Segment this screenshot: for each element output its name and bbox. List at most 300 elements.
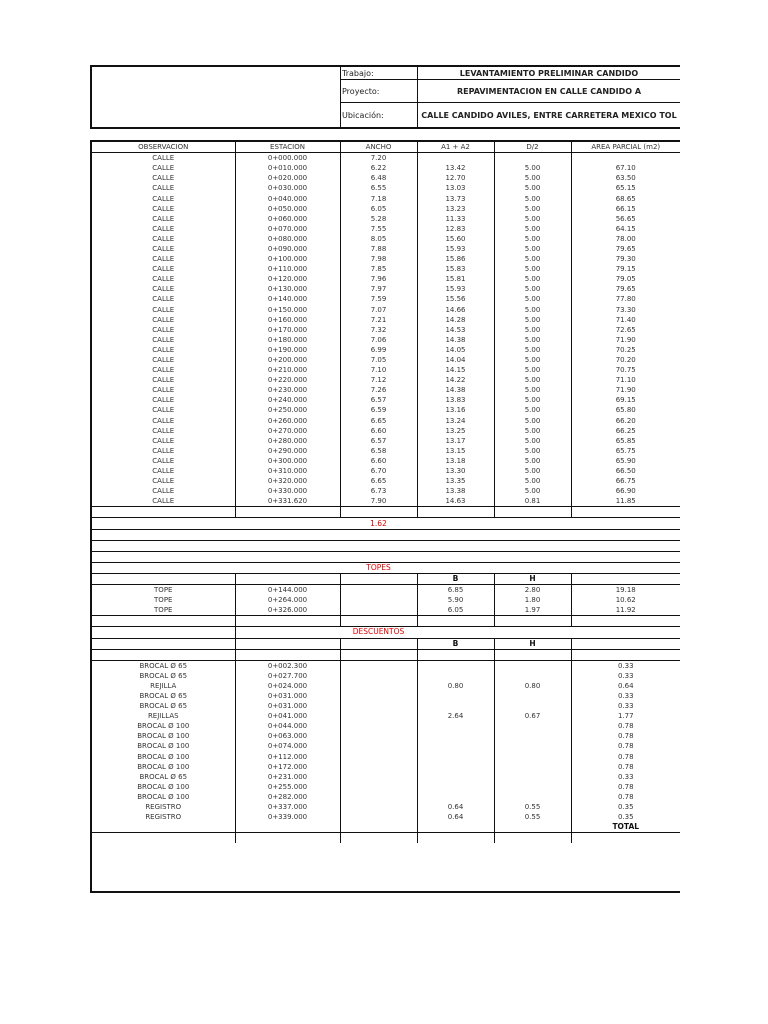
topes-title: TOPES: [340, 562, 417, 573]
cell-observacion: CALLE: [152, 446, 175, 455]
cell-estacion: 0+240.000: [235, 395, 340, 405]
cell-ancho: 7.96: [340, 274, 417, 284]
cell-ancho: [340, 792, 417, 802]
table-row: [92, 476, 680, 486]
cell-area: 0.33: [571, 701, 680, 711]
cell-observacion: BROCAL Ø 100: [137, 732, 190, 741]
cell-ancho: 6.70: [340, 466, 417, 476]
cell-d2: 5.00: [494, 365, 571, 375]
cell-observacion: CALLE: [152, 315, 175, 324]
cell-estacion: 0+231.000: [235, 772, 340, 782]
cell-a1a2: [417, 551, 494, 562]
cell-a1a2: 14.38: [417, 335, 494, 345]
cell-estacion: 0+160.000: [235, 315, 340, 325]
table-row: [92, 792, 680, 802]
cell-observacion: [92, 627, 235, 638]
cell-observacion: CALLE: [152, 224, 175, 233]
cell-area: [571, 627, 680, 638]
cell-ancho: 6.65: [340, 476, 417, 486]
cell-observacion: CALLE: [152, 406, 175, 415]
cell-a1a2: 15.56: [417, 294, 494, 304]
cell-observacion: REJILLAS: [147, 712, 179, 721]
table-row: [92, 305, 680, 315]
cell-a1a2: 14.28: [417, 315, 494, 325]
cell-ancho: 7.90: [340, 496, 417, 507]
cell-observacion: CALLE: [152, 234, 175, 243]
cell-area: [571, 638, 680, 649]
cell-a1a2: 0.64: [417, 812, 494, 822]
cell-observacion: CALLE: [152, 416, 175, 425]
table-row: [92, 741, 680, 751]
cell-observacion: [92, 649, 235, 660]
cell-estacion: [235, 616, 340, 627]
table-row: [92, 691, 680, 701]
cell-observacion: BROCAL Ø 65: [139, 702, 188, 711]
cell-a1a2: [417, 822, 494, 833]
table-row: [92, 204, 680, 214]
cell-d2: 5.00: [494, 385, 571, 395]
cell-ancho: 6.48: [340, 173, 417, 183]
table-row: [92, 701, 680, 711]
survey-grid: [92, 142, 680, 843]
cell-ancho: 7.05: [340, 355, 417, 365]
cell-ancho: 6.65: [340, 416, 417, 426]
blank-row: [92, 616, 680, 627]
cell-d2: [494, 833, 571, 844]
cell-d2: [494, 762, 571, 772]
cell-area: 63.50: [571, 173, 680, 183]
table-row: [92, 456, 680, 466]
cell-a1a2: 15.93: [417, 284, 494, 294]
topes-col-h: H: [494, 573, 571, 584]
cell-d2: [494, 616, 571, 627]
cell-observacion: CALLE: [92, 496, 235, 507]
cell-area: [571, 649, 680, 660]
cell-area: 67.10: [571, 163, 680, 173]
table-row: [92, 762, 680, 772]
cell-a1a2: [417, 529, 494, 540]
cell-observacion: CALLE: [152, 214, 175, 223]
cell-area: 0.64: [571, 681, 680, 691]
cell-a1a2: 6.05: [417, 605, 494, 616]
cell-area: [571, 833, 680, 844]
cell-estacion: 0+282.000: [235, 792, 340, 802]
proyecto-value: REPAVIMENTACION EN CALLE CANDIDO A: [456, 87, 642, 96]
cell-estacion: 0+031.000: [235, 701, 340, 711]
table-row: [92, 711, 680, 721]
logo-cell: [92, 67, 341, 127]
cell-estacion: 0+330.000: [235, 486, 340, 496]
table-row: [92, 274, 680, 284]
cell-observacion: CALLE: [152, 386, 175, 395]
ubicacion-label: Ubicación:: [342, 111, 384, 120]
header-area: AREA PARCIAL (m2): [571, 142, 680, 153]
cell-d2: 5.00: [494, 395, 571, 405]
table-row: [92, 335, 680, 345]
cell-d2: [494, 660, 571, 671]
cell-area: [571, 529, 680, 540]
cell-observacion: CALLE: [152, 477, 175, 486]
table-row: [92, 365, 680, 375]
cell-area: 66.90: [571, 486, 680, 496]
cell-a1a2: [417, 741, 494, 751]
cell-observacion: BROCAL Ø 100: [137, 762, 190, 771]
cell-estacion: 0+264.000: [235, 595, 340, 605]
cell-a1a2: 14.38: [417, 385, 494, 395]
cell-d2: 5.00: [494, 305, 571, 315]
cell-d2: 5.00: [494, 244, 571, 254]
cell-estacion: [235, 833, 340, 844]
cell-ancho: 7.07: [340, 305, 417, 315]
blank-row: [92, 649, 680, 660]
cell-estacion: 0+074.000: [235, 741, 340, 751]
cell-estacion: 0+144.000: [235, 585, 340, 596]
cell-estacion: [235, 638, 340, 649]
cell-d2: 5.00: [494, 416, 571, 426]
cell-estacion: 0+331.620: [235, 496, 340, 507]
cell-observacion: [92, 616, 235, 627]
cell-estacion: 0+040.000: [235, 193, 340, 203]
table-row: [92, 782, 680, 792]
cell-observacion: TOPE: [154, 596, 173, 605]
header-estacion: ESTACION: [235, 142, 340, 153]
cell-estacion: 0+110.000: [235, 264, 340, 274]
cell-observacion: CALLE: [152, 194, 175, 203]
cell-ancho: 6.60: [340, 456, 417, 466]
table-row: [92, 486, 680, 496]
cell-ancho: 7.18: [340, 193, 417, 203]
cell-observacion: BROCAL Ø 65: [139, 671, 188, 680]
cell-area: 64.15: [571, 224, 680, 234]
cell-estacion: 0+080.000: [235, 234, 340, 244]
cell-estacion: 0+070.000: [235, 224, 340, 234]
cell-area: 0.78: [571, 782, 680, 792]
cell-d2: [494, 649, 571, 660]
table-row: [92, 585, 680, 596]
cell-estacion: 0+027.700: [235, 671, 340, 681]
cell-d2: 5.00: [494, 294, 571, 304]
cell-area: 0.78: [571, 721, 680, 731]
cell-d2: 5.00: [494, 466, 571, 476]
cell-a1a2: [417, 660, 494, 671]
cell-ancho: 6.05: [340, 204, 417, 214]
cell-estacion: [235, 573, 340, 584]
cell-a1a2: [417, 562, 494, 573]
ubicacion-value: CALLE CANDIDO AVILES, ENTRE CARRETERA MEXICO TOL: [421, 111, 677, 120]
cell-d2: 5.00: [494, 264, 571, 274]
header-ancho: ANCHO: [340, 142, 417, 153]
cell-observacion: [92, 822, 235, 833]
cell-observacion: BROCAL Ø 65: [139, 772, 188, 781]
cell-d2: 0.55: [494, 812, 571, 822]
cell-ancho: 7.26: [340, 385, 417, 395]
cell-a1a2: 15.93: [417, 244, 494, 254]
cell-estacion: [235, 551, 340, 562]
cell-d2: 5.00: [494, 204, 571, 214]
cell-estacion: [235, 518, 340, 529]
cell-d2: [494, 772, 571, 782]
header-a1a2: A1 + A2: [417, 142, 494, 153]
cell-observacion: TOPE: [92, 605, 235, 616]
cell-a1a2: [417, 721, 494, 731]
cell-observacion: BROCAL Ø 100: [137, 792, 190, 801]
table-row: [92, 595, 680, 605]
cell-a1a2: 14.15: [417, 365, 494, 375]
header-observacion: OBSERVACION: [92, 142, 235, 153]
cell-ancho: [340, 605, 417, 616]
cell-estacion: 0+112.000: [235, 752, 340, 762]
cell-estacion: 0+200.000: [235, 355, 340, 365]
cell-observacion: [92, 507, 235, 518]
cell-observacion: REGISTRO: [145, 803, 182, 812]
cell-ancho: [340, 772, 417, 782]
cell-estacion: 0+031.000: [235, 691, 340, 701]
cell-area: 65.15: [571, 183, 680, 193]
cell-area: 0.33: [571, 660, 680, 671]
trabajo-value: LEVANTAMIENTO PRELIMINAR CANDIDO: [459, 69, 639, 78]
cell-ancho: [340, 671, 417, 681]
cell-ancho: 7.21: [340, 315, 417, 325]
cell-ancho: [340, 782, 417, 792]
cell-area: 71.40: [571, 315, 680, 325]
cell-area: 19.18: [571, 585, 680, 596]
cell-estacion: 0+010.000: [235, 163, 340, 173]
cell-d2: 0.80: [494, 681, 571, 691]
cell-observacion: CALLE: [152, 265, 175, 274]
cell-observacion: REJILLA: [150, 681, 177, 690]
cell-estacion: [235, 627, 340, 638]
cell-area: [571, 518, 680, 529]
cell-area: 0.78: [571, 741, 680, 751]
cell-a1a2: [417, 540, 494, 551]
cell-observacion: [92, 540, 235, 551]
cell-a1a2: 13.25: [417, 426, 494, 436]
cell-a1a2: 2.64: [417, 711, 494, 721]
table-row: [92, 244, 680, 254]
cell-area: 71.90: [571, 335, 680, 345]
cell-observacion: BROCAL Ø 100: [137, 722, 190, 731]
cell-area: 66.75: [571, 476, 680, 486]
table-row: [92, 395, 680, 405]
cell-a1a2: [417, 782, 494, 792]
table-row: [92, 345, 680, 355]
table-row: [92, 772, 680, 782]
cell-d2: 5.00: [494, 426, 571, 436]
cell-ancho: [340, 585, 417, 596]
cell-area: [571, 573, 680, 584]
cell-ancho: [340, 802, 417, 812]
table-row: [92, 466, 680, 476]
table-row: [92, 496, 680, 507]
cell-area: 70.75: [571, 365, 680, 375]
cell-observacion: CALLE: [152, 396, 175, 405]
cell-a1a2: 15.60: [417, 234, 494, 244]
cell-ancho: 5.28: [340, 214, 417, 224]
cell-area: 72.65: [571, 325, 680, 335]
cell-ancho: [340, 681, 417, 691]
cell-a1a2: [417, 691, 494, 701]
cell-a1a2: 14.63: [417, 496, 494, 507]
cell-area: 71.90: [571, 385, 680, 395]
cell-ancho: [340, 752, 417, 762]
cell-d2: 5.00: [494, 254, 571, 264]
cell-a1a2: 0.80: [417, 681, 494, 691]
cell-estacion: 0+310.000: [235, 466, 340, 476]
cell-a1a2: 15.83: [417, 264, 494, 274]
cell-observacion: CALLE: [152, 204, 175, 213]
cell-d2: 5.00: [494, 436, 571, 446]
cell-estacion: 0+280.000: [235, 436, 340, 446]
cell-estacion: 0+230.000: [235, 385, 340, 395]
cell-ancho: 6.22: [340, 163, 417, 173]
cell-area: 66.20: [571, 416, 680, 426]
cell-area: 0.35: [571, 812, 680, 822]
cell-ancho: [340, 551, 417, 562]
cell-d2: 5.00: [494, 284, 571, 294]
cell-observacion: CALLE: [152, 244, 175, 253]
cell-observacion: CALLE: [152, 164, 175, 173]
cell-area: 0.78: [571, 792, 680, 802]
blank-row: [92, 529, 680, 540]
cell-a1a2: [417, 649, 494, 660]
blank-row: [92, 540, 680, 551]
cell-d2: 5.00: [494, 173, 571, 183]
cell-observacion: [92, 833, 235, 844]
cell-observacion: CALLE: [152, 305, 175, 314]
cell-estacion: [235, 507, 340, 518]
survey-table: [90, 140, 680, 893]
cell-observacion: TOPE: [154, 586, 173, 595]
cell-ancho: 6.59: [340, 405, 417, 415]
cell-d2: [494, 627, 571, 638]
cell-d2: [494, 721, 571, 731]
cell-estacion: 0+260.000: [235, 416, 340, 426]
cell-estacion: 0+290.000: [235, 446, 340, 456]
cell-observacion: CALLE: [152, 174, 175, 183]
cell-estacion: 0+090.000: [235, 244, 340, 254]
cell-d2: [494, 540, 571, 551]
cell-ancho: [340, 638, 417, 649]
table-row: [92, 214, 680, 224]
cell-observacion: BROCAL Ø 100: [137, 782, 190, 791]
topes-subheader-row: [92, 573, 680, 584]
cell-d2: 0.81: [494, 496, 571, 507]
cell-observacion: CALLE: [152, 285, 175, 294]
descuentos-title-row: [92, 627, 680, 638]
cell-area: 1.77: [571, 711, 680, 721]
cell-observacion: BROCAL Ø 100: [137, 752, 190, 761]
topes-title-row: [92, 562, 680, 573]
table-row: [92, 234, 680, 244]
cell-observacion: CALLE: [152, 376, 175, 385]
cell-a1a2: 12.83: [417, 224, 494, 234]
table-row: [92, 426, 680, 436]
marker-value: 1.62: [340, 518, 417, 529]
table-row: [92, 812, 680, 822]
cell-d2: 5.00: [494, 405, 571, 415]
descuentos-col-b: B: [417, 638, 494, 649]
cell-estacion: 0+250.000: [235, 405, 340, 415]
cell-estacion: [235, 822, 340, 833]
cell-ancho: 7.55: [340, 224, 417, 234]
cell-ancho: 7.10: [340, 365, 417, 375]
header-d2: D/2: [494, 142, 571, 153]
cell-ancho: [340, 701, 417, 711]
table-row: [92, 405, 680, 415]
cell-d2: 5.00: [494, 325, 571, 335]
cell-ancho: [340, 721, 417, 731]
cell-area: 66.15: [571, 204, 680, 214]
cell-a1a2: 14.05: [417, 345, 494, 355]
cell-a1a2: [417, 772, 494, 782]
cell-observacion: CALLE: [152, 184, 175, 193]
cell-area: 66.50: [571, 466, 680, 476]
cell-observacion: CALLE: [152, 255, 175, 264]
cell-a1a2: 13.23: [417, 204, 494, 214]
cell-area: 0.35: [571, 802, 680, 812]
cell-ancho: 6.57: [340, 395, 417, 405]
cell-area: 73.30: [571, 305, 680, 315]
cell-observacion: BROCAL Ø 100: [137, 742, 190, 751]
cell-d2: 0.55: [494, 802, 571, 812]
cell-a1a2: 13.83: [417, 395, 494, 405]
table-row: [92, 802, 680, 812]
cell-estacion: 0+024.000: [235, 681, 340, 691]
cell-ancho: [340, 649, 417, 660]
cell-a1a2: 14.22: [417, 375, 494, 385]
table-row: [92, 721, 680, 731]
cell-observacion: CALLE: [152, 366, 175, 375]
cell-ancho: 6.73: [340, 486, 417, 496]
cell-observacion: CALLE: [152, 325, 175, 334]
cell-d2: 5.00: [494, 163, 571, 173]
cell-observacion: CALLE: [152, 467, 175, 476]
cell-d2: [494, 507, 571, 518]
cell-ancho: [340, 812, 417, 822]
cell-d2: 5.00: [494, 234, 571, 244]
cell-area: 70.25: [571, 345, 680, 355]
cell-observacion: CALLE: [152, 154, 175, 163]
cell-ancho: [340, 540, 417, 551]
cell-area: 10.62: [571, 595, 680, 605]
cell-area: 78.00: [571, 234, 680, 244]
cell-observacion: CALLE: [152, 295, 175, 304]
cell-a1a2: [417, 671, 494, 681]
table-row: [92, 254, 680, 264]
cell-a1a2: [417, 701, 494, 711]
cell-d2: [494, 752, 571, 762]
cell-estacion: 0+100.000: [235, 254, 340, 264]
cell-d2: [494, 153, 571, 164]
cell-d2: 1.97: [494, 605, 571, 616]
cell-d2: [494, 671, 571, 681]
cell-observacion: CALLE: [152, 335, 175, 344]
table-row: [92, 385, 680, 395]
cell-estacion: [235, 562, 340, 573]
blank-row: [92, 507, 680, 518]
cell-area: 0.78: [571, 762, 680, 772]
cell-area: 70.20: [571, 355, 680, 365]
cell-area: 65.85: [571, 436, 680, 446]
cell-area: 11.92: [571, 605, 680, 616]
table-row: [92, 163, 680, 173]
cell-observacion: [92, 518, 235, 529]
cell-area: 68.65: [571, 193, 680, 203]
cell-estacion: [235, 540, 340, 551]
cell-area: 79.30: [571, 254, 680, 264]
cell-estacion: 0+130.000: [235, 284, 340, 294]
cell-estacion: 0+170.000: [235, 325, 340, 335]
